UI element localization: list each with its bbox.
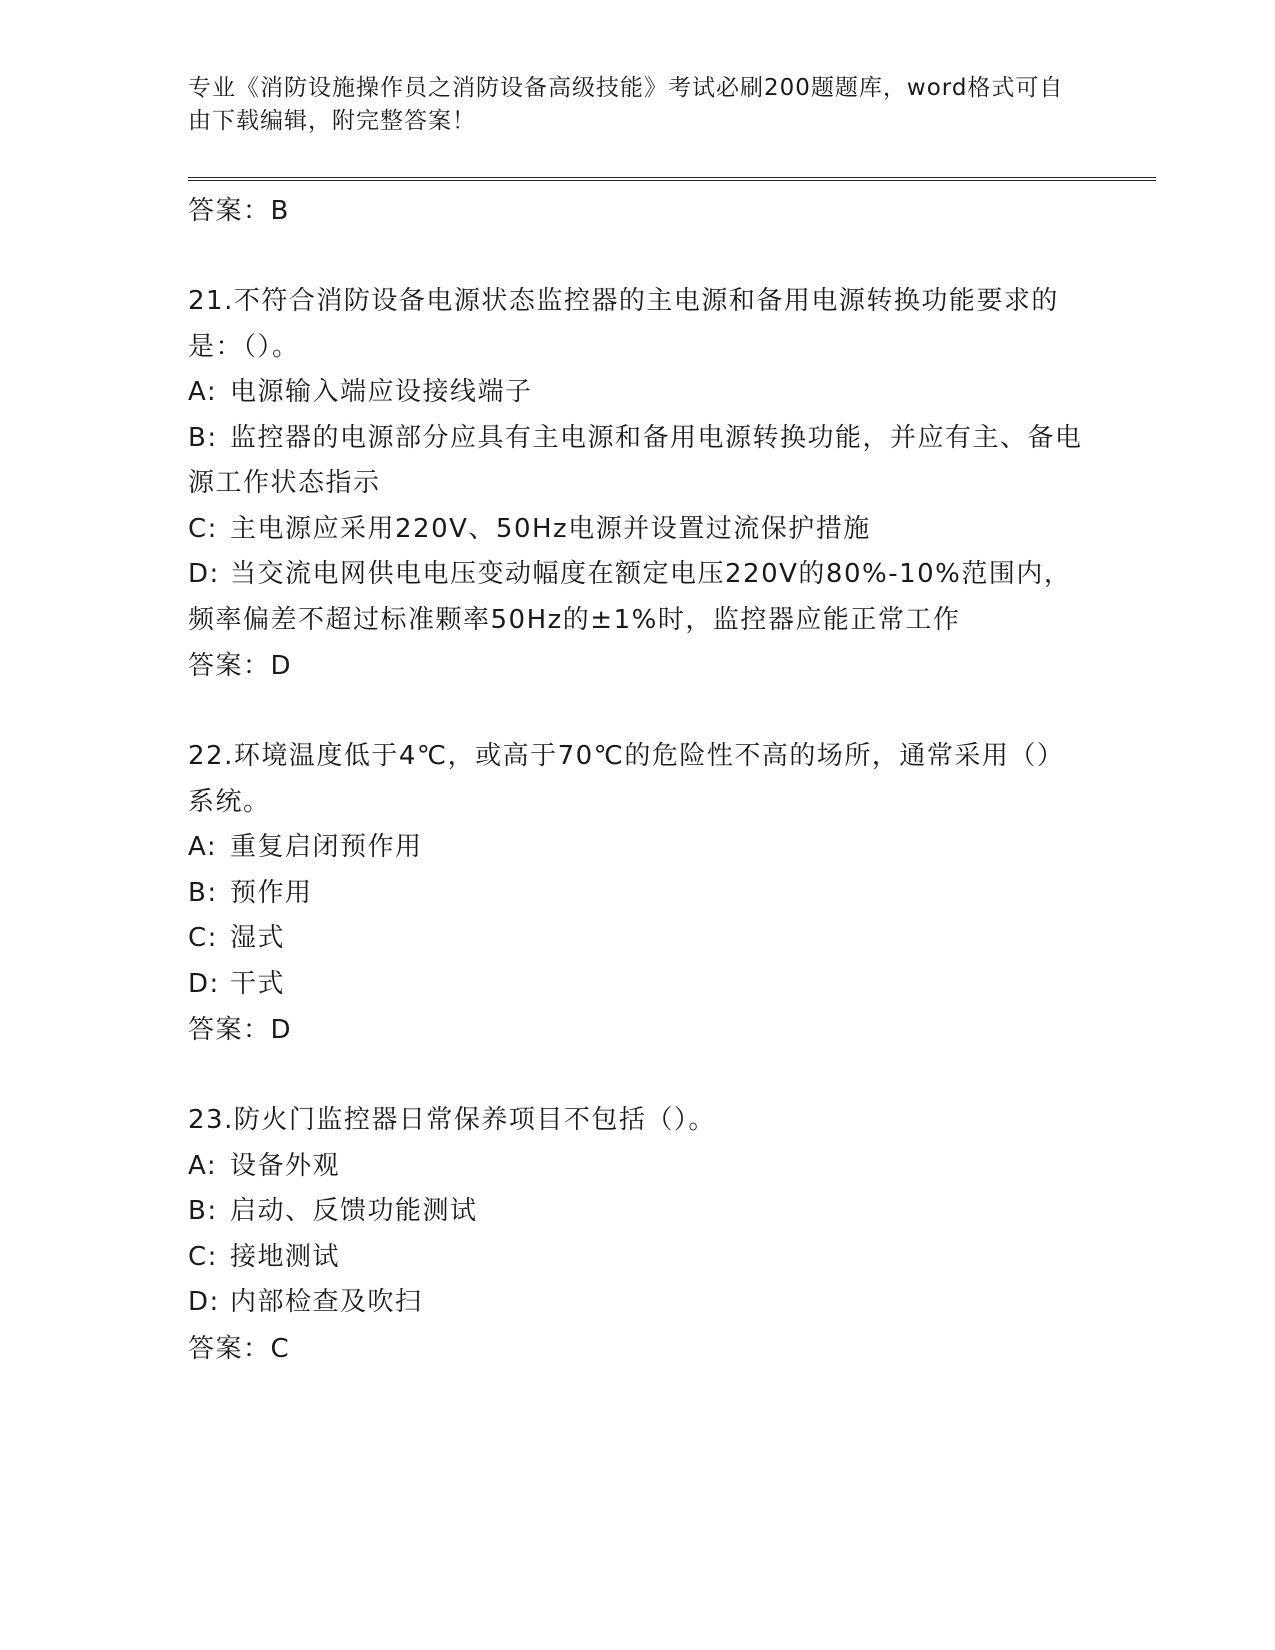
- option-text: 电源输入端应设接线端子: [230, 377, 533, 407]
- option-text: 内部检查及吹扫: [230, 1287, 423, 1317]
- option-letter: B:: [188, 877, 218, 908]
- answer-line: 答案：D: [188, 651, 293, 681]
- option-a: [188, 825, 1088, 871]
- option-text: 接地测试: [230, 1241, 341, 1272]
- question-block: [188, 734, 1088, 1053]
- document-body: [188, 188, 1088, 1372]
- option-letter: A:: [188, 832, 218, 862]
- page-header: 专业《消防设施操作员之消防设备高级技能》考试必刷200题题库，word格式可自由下载编辑，附完整答案！: [188, 75, 1064, 134]
- option-a: [188, 370, 1088, 416]
- spacer: [188, 234, 1088, 279]
- option-letter: A:: [188, 377, 218, 407]
- option-letter: C:: [188, 513, 218, 544]
- option-c: [188, 916, 1088, 962]
- question-text: [188, 279, 1088, 370]
- option-d: [188, 552, 1088, 643]
- option-text: 预作用: [230, 877, 313, 908]
- question-number: 21.: [188, 286, 234, 316]
- option-text: 设备外观: [230, 1150, 341, 1181]
- question-block: [188, 279, 1088, 689]
- header-divider: [188, 177, 1156, 181]
- question-number: 22.: [188, 741, 234, 771]
- option-text: 当交流电网供电电压变动幅度在额定电压220V的80%-10%范围内，频率偏差不超过标准颗率50Hz的±1%时，监控器应能正常工作: [188, 559, 1072, 635]
- question-block: [188, 1098, 1088, 1372]
- option-text: 启动、反馈功能测试: [230, 1196, 478, 1226]
- option-b: [188, 1189, 1088, 1235]
- option-c: [188, 507, 1088, 553]
- option-text: 湿式: [230, 923, 286, 953]
- question-stem: 不符合消防设备电源状态监控器的主电源和备用电源转换功能要求的是：（）。: [188, 286, 1059, 362]
- question-number: 23.: [188, 1105, 234, 1135]
- option-text: 监控器的电源部分应具有主电源和备用电源转换功能，并应有主、备电源工作状态指示: [188, 422, 1083, 498]
- question-text: [188, 734, 1088, 825]
- question-text: [188, 1098, 1088, 1144]
- answer-line: 答案：D: [188, 1015, 293, 1045]
- option-text: 干式: [230, 968, 286, 999]
- option-b: [188, 871, 1088, 917]
- option-text: 主电源应采用220V、50Hz电源并设置过流保护措施: [230, 513, 871, 544]
- option-c: [188, 1235, 1088, 1281]
- option-letter: B:: [188, 1196, 218, 1226]
- option-letter: C:: [188, 923, 218, 953]
- question-stem: 环境温度低于4℃，或高于70℃的危险性不高的场所，通常采用（）系统。: [188, 741, 1065, 817]
- option-text: 重复启闭预作用: [230, 832, 423, 862]
- option-letter: B:: [188, 422, 218, 453]
- option-letter: D:: [188, 1287, 220, 1317]
- option-letter: D:: [188, 559, 220, 589]
- spacer: [188, 689, 1088, 734]
- option-a: [188, 1144, 1088, 1190]
- option-d: [188, 1280, 1088, 1326]
- option-letter: C:: [188, 1241, 218, 1272]
- answer-line: 答案：C: [188, 1333, 291, 1364]
- option-letter: D:: [188, 968, 220, 999]
- option-b: [188, 416, 1088, 507]
- answer-line: 答案：B: [188, 196, 290, 226]
- option-letter: A:: [188, 1150, 218, 1181]
- spacer: [188, 1053, 1088, 1098]
- option-d: [188, 962, 1088, 1008]
- question-stem: 防火门监控器日常保养项目不包括（）。: [233, 1105, 716, 1135]
